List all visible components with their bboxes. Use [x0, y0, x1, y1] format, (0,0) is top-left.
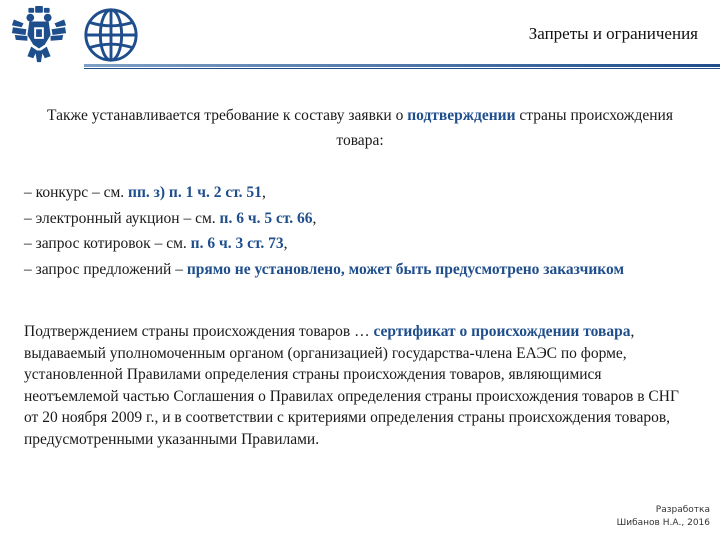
procedure-list — [24, 180, 696, 282]
double-headed-eagle-icon — [10, 6, 68, 64]
intro-before: Также устанавливается требование к составу заявки о — [47, 107, 408, 124]
list-item — [24, 257, 696, 283]
list-item — [24, 206, 696, 232]
intro-after: страны происхождения товара: — [336, 107, 673, 149]
list-item — [24, 231, 696, 257]
item-reference: пп. з) п. 1 ч. 2 ст. 51 — [128, 184, 262, 201]
globe-icon — [82, 6, 140, 64]
author-credits — [617, 504, 710, 530]
item-label: – запрос предложений – — [24, 260, 187, 278]
header-divider-thin — [84, 68, 720, 69]
item-suffix: , — [283, 235, 288, 252]
paragraph-highlight: сертификат о происхождении товара — [373, 323, 631, 340]
item-suffix: , — [312, 209, 317, 227]
item-label: – электронный аукцион – см. — [24, 209, 220, 227]
paragraph-after: , выдаваемый уполномоченным органом (организацией) государства-члена ЕАЭС по форме, установленной Правилами определения страны происхождения товаров, являющимися неотъемлемой частью Соглашения о Правилах определения страны происхождения товаров в СНГ от 20 ноября 2009 г., и в соответствии с критериями определения страны происхождения товаров, предусмотренными указанными Правилами. — [24, 323, 679, 448]
item-suffix: , — [261, 184, 266, 201]
intro-highlight: подтверждении — [407, 107, 516, 124]
page-title: Запреты и ограничения — [528, 24, 698, 43]
credits-line-1: Разработка — [655, 505, 710, 515]
item-label: – конкурс – см. — [24, 184, 129, 201]
header-logos — [10, 6, 140, 64]
credits-line-2: Шибанов Н.А., 2016 — [616, 518, 710, 528]
list-item — [24, 180, 696, 206]
header-divider — [84, 64, 720, 67]
item-reference: п. 6 ч. 3 ст. 73 — [190, 235, 284, 252]
item-label: – запрос котировок – см. — [24, 235, 191, 252]
item-reference: прямо не установлено, может быть предусмотрено заказчиком — [186, 260, 625, 278]
intro-text — [40, 103, 680, 153]
certificate-paragraph — [24, 321, 696, 450]
item-reference: п. 6 ч. 5 ст. 66 — [219, 209, 313, 227]
paragraph-before: Подтверждением страны происхождения товаров … — [24, 323, 374, 340]
